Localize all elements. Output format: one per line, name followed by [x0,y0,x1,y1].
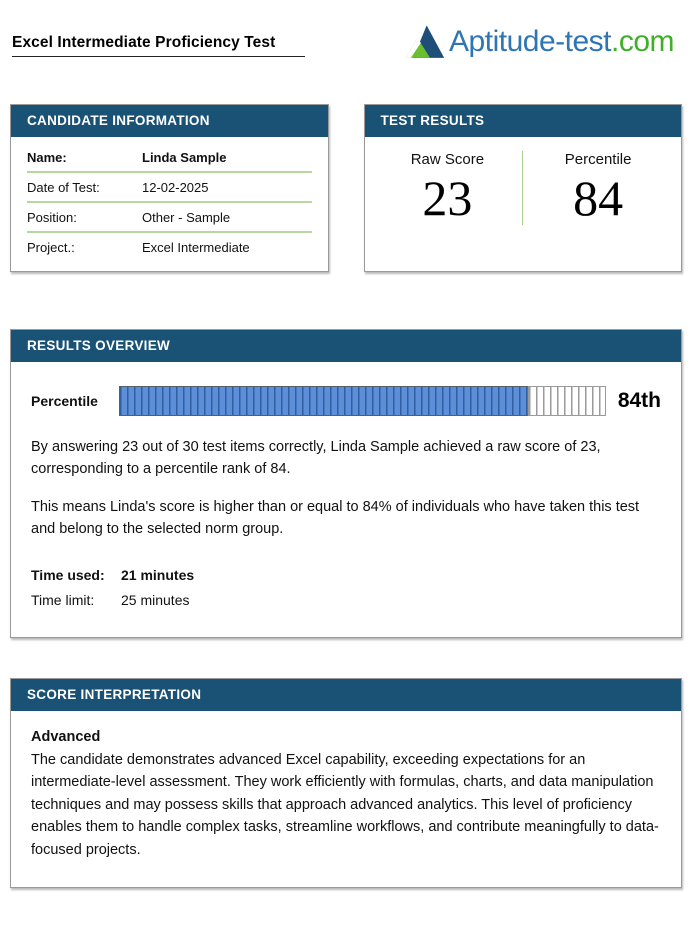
score-interpretation-panel [10,678,682,888]
percentile-label: Percentile [564,151,632,168]
time-limit-value: 25 minutes [121,591,190,608]
percentile-bar-fill [119,386,528,416]
candidate-information-header: CANDIDATE INFORMATION [11,105,328,137]
percentile-bar-label: Percentile [31,393,98,409]
score-interpretation-body [11,711,681,887]
raw-score-label: Raw Score [410,151,485,168]
candidate-name-label: Name: [27,150,67,165]
candidate-row-date [27,173,312,203]
percentile-value: 84 [573,170,624,226]
time-used-label: Time used: [31,566,105,583]
logo-text-main: Aptitude-test [449,25,611,58]
score-interpretation-header: SCORE INTERPRETATION [11,679,681,711]
site-logo[interactable] [405,22,674,62]
score-level: Advanced [31,728,101,745]
candidate-information-panel [10,104,329,272]
candidate-position-label: Position: [27,210,77,225]
overview-paragraph-1: By answering 23 out of 30 test items correctly, Linda Sample achieved a raw score of 23, corresponding to a percentile rank of 84. [31,439,601,478]
overview-paragraph-2: This means Linda's score is higher than or equal to 84% of individuals who have taken this test and belong to the selected norm group. [31,498,640,538]
candidate-information-body [11,137,328,271]
test-results-body [365,137,682,243]
test-results-header: TEST RESULTS [365,105,682,137]
candidate-project-label: Project.: [27,240,75,255]
percentile-bar-value: 84th [617,389,661,412]
percentile-bar [119,386,606,416]
logo-text-suffix: .com [610,25,674,58]
time-block [31,563,661,613]
logo-text [449,25,674,59]
page-title: Excel Intermediate Proficiency Test [12,22,305,57]
score-description: The candidate demonstrates advanced Excel capability, exceeding expectations for an intermediate-level assessment. They work efficiently with formulas, charts, and data manipulation techniques and may possess skills that approach advanced analytics. This level of proficiency enables them to handle complex tasks, streamline workflows, and contribute meaningfully to data-focused projects. [31,751,659,858]
candidate-position-value: Other - Sample [142,210,231,225]
raw-score-cell [373,151,524,225]
results-overview-body [11,362,681,637]
candidate-row-name [27,143,312,173]
time-limit-label: Time limit: [31,591,95,608]
results-overview-header: RESULTS OVERVIEW [11,330,681,362]
info-results-row [10,104,682,272]
results-overview-panel [10,329,682,638]
logo-mountain-icon [405,22,445,62]
percentile-bar-remainder [528,386,606,416]
test-results-panel [364,104,683,272]
candidate-date-value: 12-02-2025 [142,180,209,195]
candidate-row-position [27,203,312,233]
candidate-date-label: Date of Test: [27,180,100,195]
candidate-row-project [27,233,312,261]
percentile-cell [523,151,673,225]
candidate-project-value: Excel Intermediate [142,240,250,255]
time-used-value: 21 minutes [121,566,195,583]
candidate-name-value: Linda Sample [142,150,227,165]
raw-score-value: 23 [422,170,473,226]
time-limit-row [31,588,661,613]
time-used-row [31,563,661,588]
top-header [10,22,682,62]
percentile-bar-row [31,386,661,416]
